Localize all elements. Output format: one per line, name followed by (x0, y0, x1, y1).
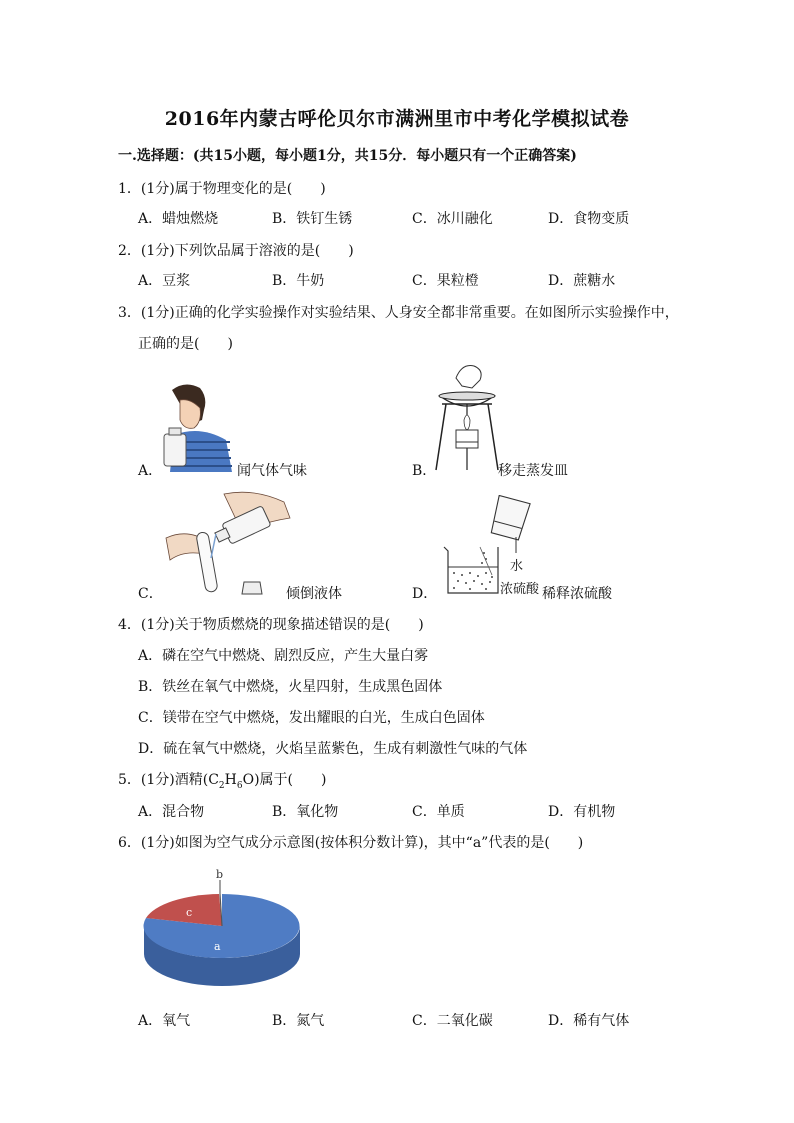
q4-option-a[interactable]: A．磷在空气中燃烧、剧烈反应，产生大量白雾 (138, 648, 429, 664)
q5-sub-h: 6 (236, 780, 243, 791)
q2-option-b[interactable]: B．牛奶 (272, 273, 325, 289)
q5-stem-post: O)属于( ) (242, 772, 327, 788)
question-6-stem: 6．(1分)如图为空气成分示意图(按体积分数计算)，其中“a”代表的是( ) (118, 835, 584, 851)
section-heading: 一.选择题：(共15小题，每小题1分，共15分．每小题只有一个正确答案) (118, 148, 577, 164)
q3-option-d-caption: 稀释浓硫酸 (542, 586, 612, 602)
q3-option-a-letter[interactable]: A． (138, 463, 163, 479)
q6-option-d[interactable]: D．稀有气体 (548, 1013, 630, 1029)
pie-label-a: a (214, 940, 221, 953)
question-3-stem-line1: 3．(1分)正确的化学实验操作对实验结果、人身安全都非常重要。在如图所示实验操作中， (118, 305, 679, 321)
pie-label-b: b (216, 868, 224, 881)
q4-option-c[interactable]: C．镁带在空气中燃烧，发出耀眼的白光，生成白色固体 (138, 710, 485, 726)
q5-stem-pre: 5．(1分)酒精(C (118, 772, 219, 788)
q3-option-b-caption: 移走蒸发皿 (498, 463, 568, 479)
water-label: 水 (510, 559, 524, 574)
q4-option-b[interactable]: B．铁丝在氧气中燃烧，火星四射，生成黑色固体 (138, 679, 443, 695)
question-2-stem: 2．(1分)下列饮品属于溶液的是( ) (118, 243, 354, 259)
q3-option-b-letter[interactable]: B． (412, 463, 437, 479)
q5-option-d[interactable]: D．有机物 (548, 804, 616, 820)
q3-option-d-letter[interactable]: D． (412, 586, 438, 602)
question-5-stem (118, 769, 326, 791)
q6-option-a[interactable]: A．氧气 (138, 1013, 191, 1029)
q3-option-a-caption: 闻气体气味 (237, 463, 307, 479)
smell-gas-figure (160, 380, 240, 475)
question-3-stem-line2: 正确的是( ) (138, 336, 233, 352)
q1-option-b[interactable]: B．铁钉生锈 (272, 211, 353, 227)
q5-option-b[interactable]: B．氧化物 (272, 804, 339, 820)
q5-option-c[interactable]: C．单质 (412, 804, 465, 820)
air-composition-pie (140, 866, 306, 994)
q4-option-d[interactable]: D．硫在氧气中燃烧，火焰呈蓝紫色，生成有刺激性气味的气体 (138, 741, 528, 757)
q6-option-b[interactable]: B．氮气 (272, 1013, 325, 1029)
q1-option-a[interactable]: A．蜡烛燃烧 (138, 211, 219, 227)
q6-option-c[interactable]: C．二氧化碳 (412, 1013, 493, 1029)
question-1-stem: 1．(1分)属于物理变化的是( ) (118, 181, 326, 197)
q2-option-a[interactable]: A．豆浆 (138, 273, 191, 289)
q3-option-c-letter[interactable]: C． (138, 586, 163, 602)
q5-stem-h: H (224, 772, 237, 788)
acid-label: 浓硫酸 (500, 582, 540, 597)
q2-option-c[interactable]: C．果粒橙 (412, 273, 479, 289)
evaporating-dish-figure (432, 358, 502, 476)
q1-option-c[interactable]: C．冰川融化 (412, 211, 493, 227)
page-title: 2016年内蒙古呼伦贝尔市满洲里市中考化学模拟试卷 (164, 108, 630, 130)
q5-option-a[interactable]: A．混合物 (138, 804, 205, 820)
pie-label-c: c (186, 906, 193, 919)
question-4-stem: 4．(1分)关于物质燃烧的现象描述错误的是( ) (118, 617, 424, 633)
pour-liquid-figure (164, 488, 294, 600)
dilute-acid-figure (440, 495, 550, 600)
q5-sub-c: 2 (218, 780, 225, 791)
q2-option-d[interactable]: D．蔗糖水 (548, 273, 616, 289)
q1-option-d[interactable]: D．食物变质 (548, 211, 630, 227)
q3-option-c-caption: 倾倒液体 (286, 586, 342, 602)
